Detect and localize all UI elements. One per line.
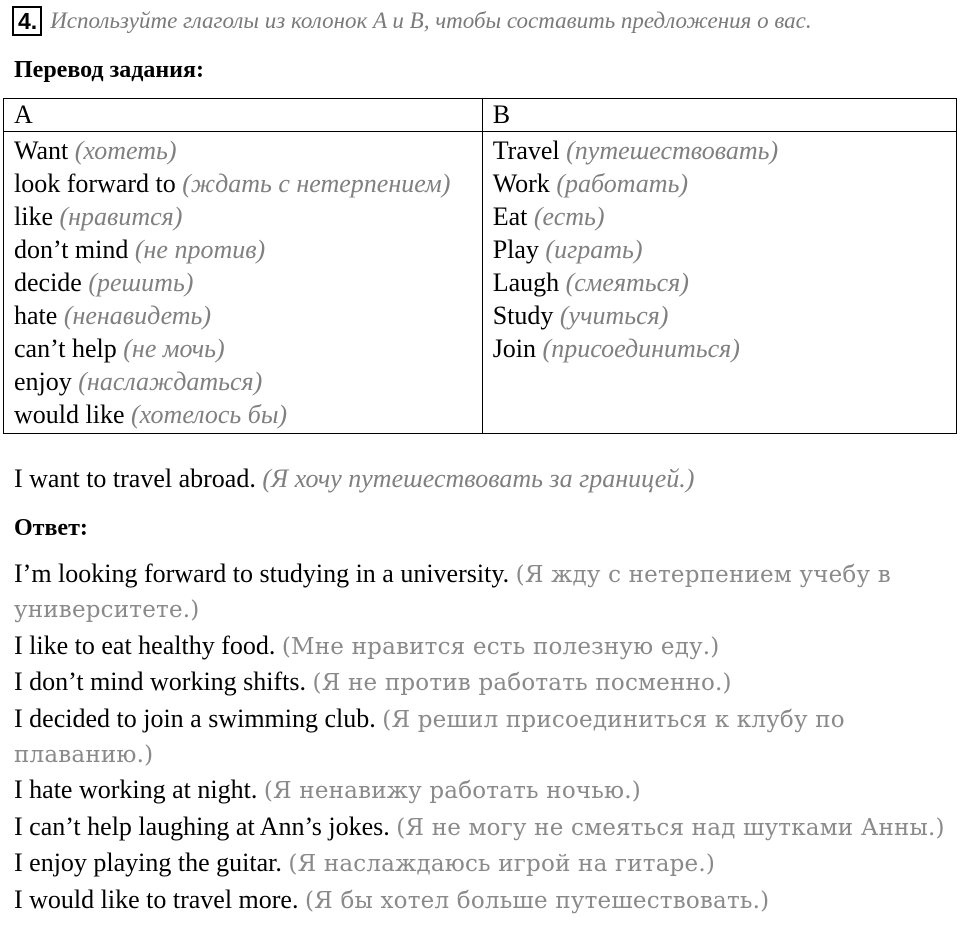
verb-english: Laugh bbox=[492, 268, 560, 297]
list-item bbox=[493, 299, 948, 332]
answer-english: I don’t mind working shifts. bbox=[14, 667, 307, 696]
verb-english: don’t mind bbox=[14, 235, 129, 264]
list-item bbox=[14, 398, 474, 431]
answer-english: I enjoy playing the guitar. bbox=[14, 848, 282, 877]
verb-english: enjoy bbox=[14, 367, 72, 396]
verb-english: Eat bbox=[492, 202, 528, 231]
column-b-list bbox=[482, 132, 956, 434]
answer-sentence bbox=[14, 846, 954, 881]
column-b-header: B bbox=[482, 99, 956, 132]
answer-translation: (Я не против работать посменно.) bbox=[312, 670, 732, 696]
example-translation: (Я хочу путешествовать за границей.) bbox=[262, 464, 695, 493]
verb-english: hate bbox=[14, 301, 58, 330]
verb-english: decide bbox=[14, 268, 82, 297]
verb-translation: (хотелось бы) bbox=[131, 400, 288, 429]
verb-english: like bbox=[14, 202, 53, 231]
table-body-row bbox=[4, 132, 957, 434]
verb-translation: (играть) bbox=[545, 235, 643, 264]
verb-translation: (работать) bbox=[556, 169, 689, 198]
verb-english: Work bbox=[492, 169, 550, 198]
verb-translation: (путешествовать) bbox=[566, 136, 779, 165]
answer-english: I can’t help laughing at Ann’s jokes. bbox=[14, 811, 390, 841]
translation-heading: Перевод задания: bbox=[14, 57, 204, 83]
answer-english: I would like to travel more. bbox=[14, 884, 299, 914]
verb-translation: (ждать с нетерпением) bbox=[182, 169, 451, 198]
task-number: 4. bbox=[12, 6, 42, 36]
list-item bbox=[14, 299, 474, 332]
verb-translation: (решить) bbox=[88, 268, 194, 297]
answer-sentence bbox=[14, 629, 954, 664]
answer-english: I decided to join a swimming club. bbox=[14, 703, 376, 733]
answer-sentence bbox=[14, 883, 954, 918]
answer-sentence bbox=[14, 773, 954, 808]
list-item bbox=[493, 332, 948, 365]
verb-english: Study bbox=[492, 301, 554, 330]
verb-english: Play bbox=[492, 235, 539, 264]
list-item bbox=[14, 233, 474, 266]
verb-translation: (ненавидеть) bbox=[63, 301, 212, 330]
answer-translation: (Я жду с нетерпением учебу в университете.) bbox=[14, 562, 891, 623]
column-a-list bbox=[4, 132, 483, 434]
verbs-table bbox=[3, 98, 957, 434]
list-item bbox=[14, 266, 474, 299]
column-a-header: A bbox=[4, 99, 483, 132]
answer-sentence bbox=[14, 810, 954, 845]
answer-sentence bbox=[14, 702, 954, 772]
verb-translation: (не против) bbox=[134, 235, 266, 264]
verb-translation: (наслаждаться) bbox=[78, 367, 263, 396]
verb-translation: (не мочь) bbox=[123, 334, 225, 363]
answer-english: I like to eat healthy food. bbox=[14, 630, 276, 660]
list-item bbox=[493, 266, 948, 299]
verb-translation: (есть) bbox=[533, 202, 605, 231]
answer-translation: (Я ненавижу работать ночью.) bbox=[263, 778, 641, 804]
answer-translation: (Мне нравится есть полезную еду.) bbox=[281, 633, 720, 660]
verb-translation: (нравится) bbox=[59, 202, 183, 231]
task-instruction-line bbox=[12, 6, 812, 36]
verb-english: Want bbox=[14, 136, 69, 165]
list-item bbox=[493, 200, 948, 233]
answer-translation: (Я не могу не смеяться над шутками Анны.) bbox=[396, 814, 945, 841]
verb-translation: (присоединиться) bbox=[542, 334, 740, 363]
answer-heading: Ответ: bbox=[14, 515, 88, 541]
answer-sentence bbox=[14, 557, 954, 627]
example-english: I want to travel abroad. bbox=[14, 464, 256, 493]
verb-translation: (хотеть) bbox=[74, 136, 177, 165]
answer-translation: (Я наслаждаюсь игрой на гитаре.) bbox=[288, 851, 716, 877]
list-item bbox=[14, 365, 474, 398]
answer-english: I’m looking forward to studying in a university. bbox=[14, 559, 510, 588]
answer-english: I hate working at night. bbox=[14, 775, 258, 804]
list-item bbox=[493, 233, 948, 266]
list-item bbox=[14, 167, 474, 200]
verb-english: can’t help bbox=[14, 334, 117, 363]
table-header-row bbox=[4, 99, 957, 132]
answers-list bbox=[14, 557, 954, 919]
answer-translation: (Я решил присоединиться к клубу по плаванию.) bbox=[14, 706, 845, 768]
list-item bbox=[14, 200, 474, 233]
answer-translation: (Я бы хотел больше путешествовать.) bbox=[304, 887, 770, 914]
list-item bbox=[493, 134, 948, 167]
verb-english: would like bbox=[14, 400, 125, 429]
example-sentence bbox=[14, 463, 694, 495]
verb-translation: (смеяться) bbox=[565, 268, 689, 297]
list-item bbox=[14, 332, 474, 365]
list-item bbox=[14, 134, 474, 167]
verb-translation: (учиться) bbox=[559, 301, 669, 330]
task-instruction: Используйте глаголы из колонок A и B, чтобы составить предложения о вас. bbox=[50, 8, 812, 33]
verb-english: Travel bbox=[492, 136, 560, 165]
verb-english: look forward to bbox=[14, 169, 176, 198]
answer-sentence bbox=[14, 665, 954, 700]
list-item bbox=[493, 167, 948, 200]
verb-english: Join bbox=[492, 334, 537, 363]
